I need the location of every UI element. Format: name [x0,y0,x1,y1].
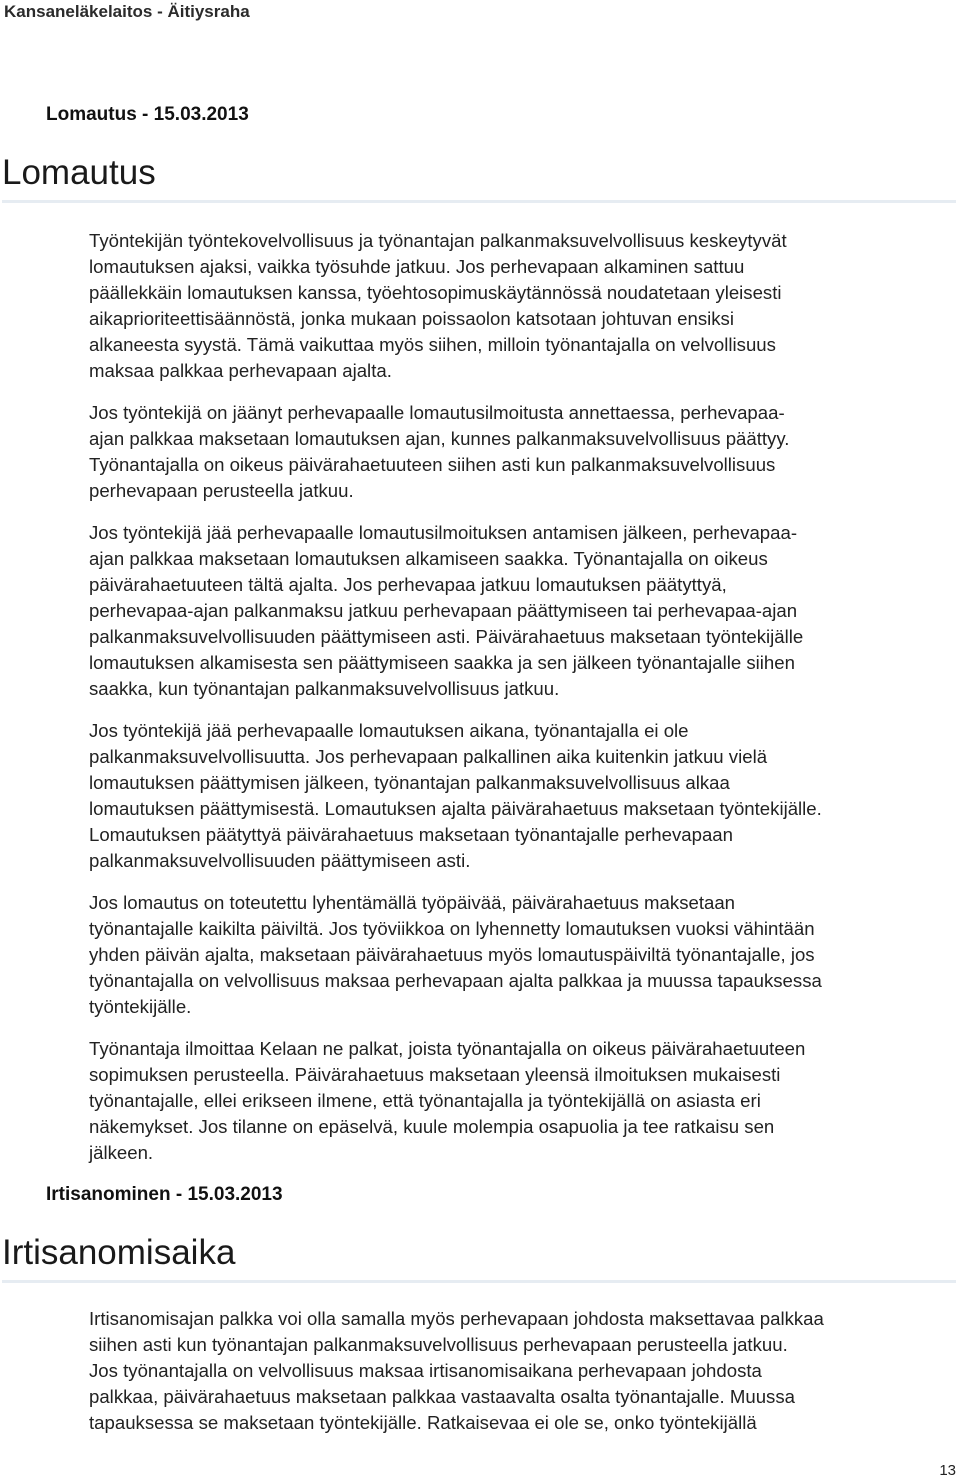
paragraph: Jos työntekijä jää perhevapaalle lomautusilmoituksen antamisen jälkeen, perhevapaa- ajan palkkaa maksetaan lomautuksen alkamiseen saakka. Työnantajalla on oikeus päivärahaetuuteen tältä ajalta. Jos perhevapaa jatkuu lomautuksen päätyttyä, perhevapaa-ajan palkanmaksu jatkuu perhevapaan päättymiseen tai perhevapaa-ajan palkanmaksuvelvollisuuden päättymiseen asti. Päivärahaetuus maksetaan työntekijälle lomautuksen alkamisesta sen päättymiseen saakka ja sen jälkeen työnantajalle siihen saakka, kun työnantajan palkanmaksuvelvollisuus jatkuu. [89,522,804,699]
section-heading-lomautus: Lomautus [2,152,956,203]
section-heading-irtisanomisaika: Irtisanomisaika [2,1232,956,1283]
paragraph: Jos työntekijä on jäänyt perhevapaalle lomautusilmoitusta annettaessa, perhevapaa- ajan palkkaa maksetaan lomautuksen ajan, kunnes palkanmaksuvelvollisuus päättyy. Työnantajalla on oikeus päivärahaetuuteen siihen asti kun palkanmaksuvelvollisuus perhevapaan perusteella jatkuu. [89,402,790,501]
page-number: 13 [939,1462,956,1479]
site-title: Kansaneläkelaitos - Äitiysraha [4,2,250,21]
paragraph: Työnantaja ilmoittaa Kelaan ne palkat, joista työnantajalla on oikeus päivärahaetuuteen sopimuksen perusteella. Päivärahaetuus maksetaan yleensä ilmoituksen mukaisesti työnantajalle, ellei erikseen ilmene, että työnantajalla ja työntekijällä on asiasta eri näkemykset. Jos tilanne on epäselvä, kuule molempia osapuolia ja tee ratkaisu sen jälkeen. [89,1038,806,1163]
section-date-title-irtisanominen: Irtisanominen - 15.03.2013 [46,1184,283,1205]
paragraph: Työntekijän työntekovelvollisuus ja työnantajan palkanmaksuvelvollisuus keskeytyvät lomautuksen ajaksi, vaikka työsuhde jatkuu. Jos perhevapaan alkaminen sattuu päällekkäin lomautuksen kanssa, työehtosopimuskäytännössä noudatetaan yleisesti aikaprioriteettisäännöstä, jonka mukaan poissaolon katsotaan johtuvan ensiksi alkaneesta syystä. Tämä vaikuttaa myös siihen, milloin työnantajalla on velvollisuus maksaa palkkaa perhevapaan ajalta. [89,230,787,381]
paragraph: Jos lomautus on toteutettu lyhentämällä työpäivää, päivärahaetuus maksetaan työnantajalle kaikilta päiviltä. Jos työviikkoa on lyhennetty lomautuksen vuoksi vähintään yhden päivän ajalta, maksetaan päivärahaetuus myös lomautuspäiviltä työnantajalle, jos työnantajalla on velvollisuus maksaa perhevapaan ajalta palkkaa ja muussa tapauksessa työntekijälle. [89,892,822,1017]
paragraph: Jos työntekijä jää perhevapaalle lomautuksen aikana, työnantajalla ei ole palkanmaksuvelvollisuutta. Jos perhevapaan palkallinen aika kuitenkin jatkuu vielä lomautuksen päättymisen jälkeen, työnantajan palkanmaksuvelvollisuus alkaa lomautuksen päättymisestä. Lomautuksen ajalta päivärahaetuus maksetaan työntekijälle. Lomautuksen päätyttyä päivärahaetuus maksetaan työnantajalle perhevapaan palkanmaksuvelvollisuuden päättymiseen asti. [89,720,822,871]
section-date-title-lomautus: Lomautus - 15.03.2013 [46,104,249,125]
paragraph: Irtisanomisajan palkka voi olla samalla myös perhevapaan johdosta maksettavaa palkkaa siihen asti kun työnantajan palkanmaksuvelvollisuus perhevapaan perusteella jatkuu. Jos työnantajalla on velvollisuus maksaa irtisanomisaikana perhevapaan johdosta palkkaa, päivärahaetuus maksetaan palkkaa vastaavalta osalta työnantajalle. Muussa tapauksessa se maksetaan työntekijälle. Ratkaisevaa ei ole se, onko työntekijällä [89,1308,824,1433]
